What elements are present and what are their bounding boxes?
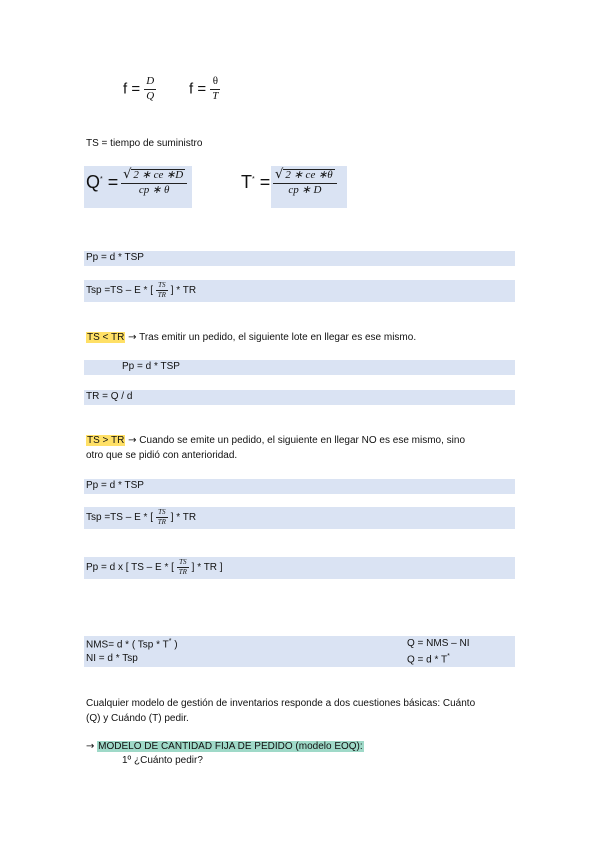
pp-formula-indented: Pp = d * TSP [122, 361, 180, 372]
model-heading [86, 741, 364, 752]
case-ts-less-tr [86, 332, 416, 343]
ts-definition: TS = tiempo de suministro [86, 138, 203, 149]
numerator: θ [212, 75, 218, 87]
denominator: cp ∗ D [288, 184, 322, 196]
arrow-icon: → [128, 435, 137, 446]
numerator: √ 2 ∗ ce ∗D [123, 167, 184, 182]
pp3-band [84, 479, 515, 494]
fraction [144, 76, 156, 102]
formula-lhs: T* = [241, 171, 271, 192]
case-text: Tras emitir un pedido, el siguiente lote en llegar es ese mismo. [139, 332, 417, 343]
formula-lhs: f = [189, 80, 207, 98]
pp1-band [84, 251, 515, 266]
arrow-icon: → [86, 741, 95, 752]
paragraph-line1: Cualquier modelo de gestión de inventarios responde a dos cuestiones básicas: Cuánto [86, 698, 476, 709]
pp-formula: Pp = d * TSP [86, 252, 144, 263]
pp-formula: Pp = d * TSP [86, 480, 144, 491]
formula-f-d-q [123, 76, 156, 102]
radical-icon: √ [123, 167, 132, 182]
fraction: $\frac{TS}{TR}$ [178, 558, 187, 576]
formula-q-star [86, 168, 187, 196]
model-title: MODELO DE CANTIDAD FIJA DE PEDIDO (modelo EOQ): [98, 741, 363, 752]
fraction: $\frac{TS}{TR}$ [157, 508, 166, 526]
fraction: $\frac{TS}{TR}$ [157, 281, 166, 299]
numerator: D [146, 75, 155, 87]
denominator: T [212, 90, 219, 102]
arrow-icon: → [128, 332, 137, 343]
nms-formula: NMS= d * ( Tsp * T* ) [86, 638, 178, 651]
case-text-line2: otro que se pidió con anterioridad. [86, 450, 238, 461]
case-text: Cuando se emite un pedido, el siguiente en llegar NO es ese mismo, sino [139, 435, 466, 446]
tr-band [84, 390, 515, 405]
model-item-1: 1º ¿Cuánto pedir? [122, 755, 203, 766]
formula-lhs: f = [123, 80, 141, 98]
q-nms-ni-formula: Q = NMS – NI [407, 638, 470, 649]
fraction [121, 168, 187, 196]
formula-lhs: Q* = [86, 171, 119, 192]
fraction [210, 76, 220, 102]
fraction [273, 168, 337, 196]
tag-ts-less-tr: TS < TR [87, 332, 125, 343]
numerator: √ 2 ∗ ce ∗θ [275, 167, 333, 182]
tsp-formula: Tsp =TS – E * [ $\frac{TS}{TR}$ ] * TR [86, 281, 197, 299]
tsp-formula: Tsp =TS – E * [ $\frac{TS}{TR}$ ] * TR [86, 508, 197, 526]
denominator: cp ∗ θ [138, 184, 170, 196]
ni-formula: NI = d * Tsp [86, 653, 138, 664]
tag-ts-greater-tr: TS > TR [87, 435, 125, 446]
radical-icon: √ [275, 167, 284, 182]
tr-formula: TR = Q / d [86, 391, 133, 402]
pp-full-formula: Pp = d x [ TS – E * [ $\frac{TS}{TR}$ ] * TR ] [86, 558, 223, 576]
q-dt-formula: Q = d * T* [407, 653, 450, 666]
formula-f-theta-t [189, 76, 220, 102]
paragraph-line2: (Q) y Cuándo (T) pedir. [86, 713, 189, 724]
formula-t-star [241, 168, 337, 196]
case-ts-greater-tr [86, 435, 465, 446]
denominator: Q [146, 90, 155, 102]
